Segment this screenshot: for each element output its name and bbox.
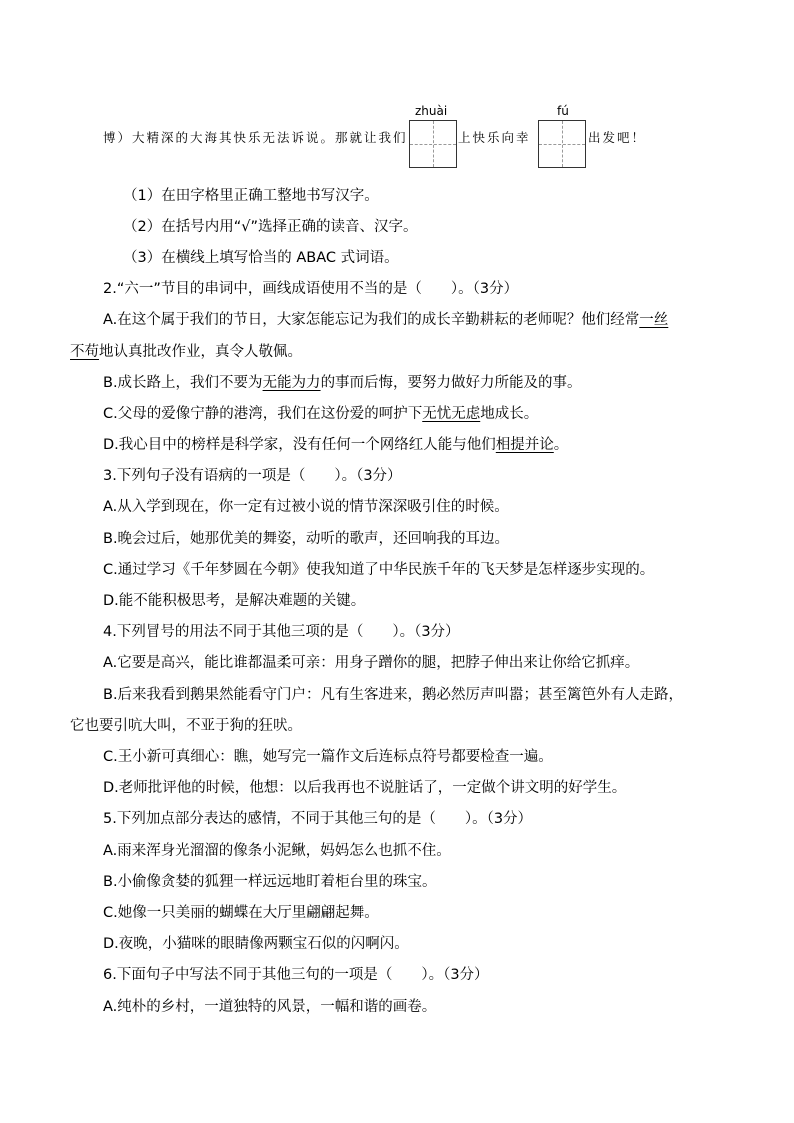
pinyin-zhuai: zhuài bbox=[415, 104, 448, 118]
question-5-title: 5.下列加点部分表达的感情，不同于其他三句的是（ ）。（3分） bbox=[103, 811, 533, 827]
question-2-option-a-cont bbox=[70, 343, 302, 361]
instruction-2: （2）在括号内用“√”选择正确的读音、汉字。 bbox=[123, 219, 418, 235]
question-5-option-a: A.雨来浑身光溜溜的像条小泥鳅，妈妈怎么也抓不住。 bbox=[103, 843, 451, 859]
question-2-option-a bbox=[103, 311, 668, 329]
option-d-text: D.我心目中的榜样是科学家，没有任何一个网络红人能与他们 bbox=[103, 437, 496, 453]
underlined-idiom: 相提并论 bbox=[495, 437, 554, 453]
underlined-idiom: 一丝 bbox=[639, 312, 669, 328]
instruction-1: （1）在田字格里正确工整地书写汉字。 bbox=[123, 188, 379, 204]
underlined-idiom: 无能为力 bbox=[262, 375, 321, 391]
question-3-option-c: C.通过学习《千年梦圆在今朝》使我知道了中华民族千年的飞天梦是怎样逐步实现的。 bbox=[103, 562, 655, 578]
option-c-text: C.父母的爱像宁静的港湾，我们在这份爱的呵护下 bbox=[103, 406, 423, 422]
question-2-option-b bbox=[103, 374, 582, 392]
question-3-title: 3.下列句子没有语病的一项是（ ）。（3分） bbox=[103, 468, 402, 484]
tianzige-box-fu[interactable] bbox=[538, 120, 586, 168]
question-5-option-b: B.小偷像贪婪的狐狸一样远远地盯着柜台里的珠宝。 bbox=[103, 874, 437, 890]
question-5-option-d: D.夜晚，小猫咪的眼睛像两颗宝石似的闪啊闪。 bbox=[103, 936, 409, 952]
underlined-idiom: 不苟 bbox=[70, 344, 99, 360]
option-b-text: 的事而后悔，要努力做好力所能及的事。 bbox=[320, 375, 582, 391]
question-4-option-c: C.王小新可真细心：瞧，她写完一篇作文后连标点符号都要检查一遍。 bbox=[103, 749, 553, 765]
option-d-text: 。 bbox=[553, 437, 569, 453]
question-2-option-d bbox=[103, 436, 568, 454]
tianzige-box-zhuai[interactable] bbox=[409, 120, 457, 168]
question-3-option-a: A.从入学到现在，你一定有过被小说的情节深深吸引住的时候。 bbox=[103, 499, 509, 515]
question-6-option-a: A.纯朴的乡村，一道独特的风景，一幅和谐的画卷。 bbox=[103, 999, 437, 1015]
question-6-title: 6.下面句子中写法不同于其他三句的一项是（ ）。（3分） bbox=[103, 967, 489, 983]
underlined-idiom: 无忧无虑 bbox=[422, 406, 481, 422]
question-4-option-b: B.后来我看到鹅果然能看守门户：凡有生客进来，鹅必然厉声叫嚣；甚至篱笆外有人走路， bbox=[103, 687, 684, 703]
pinyin-fu: fú bbox=[557, 104, 569, 118]
question-3-option-b: B.晚会过后，她那优美的舞姿，动听的歌声，还回响我的耳边。 bbox=[103, 531, 510, 547]
question-4-title: 4.下列冒号的用法不同于其他三项的是（ ）。（3分） bbox=[103, 624, 460, 640]
question-3-option-d: D.能不能积极思考，是解决难题的关键。 bbox=[103, 593, 366, 609]
question-4-option-a: A.它要是高兴，能比谁都温柔可亲：用身子蹭你的腿，把脖子伸出来让你给它抓痒。 bbox=[103, 655, 640, 671]
passage-segment-3: 出发吧！ bbox=[588, 130, 647, 145]
option-a-text: 地认真批改作业，真令人敬佩。 bbox=[99, 344, 302, 360]
option-b-text: B.成长路上，我们不要为 bbox=[103, 375, 263, 391]
option-a-text: A.在这个属于我们的节日，大家怎能忘记为我们的成长辛勤耕耘的老师呢？他们经常 bbox=[103, 312, 640, 328]
question-4-option-d: D.老师批评他的时候，他想：以后我再也不说脏话了，一定做个讲文明的好学生。 bbox=[103, 780, 627, 796]
passage-segment-2: 上快乐向幸 bbox=[458, 130, 531, 145]
instruction-3: （3）在横线上填写恰当的 ABAC 式词语。 bbox=[123, 250, 399, 266]
question-4-option-b-cont: 它也要引吭大叫，不亚于狗的狂吠。 bbox=[70, 718, 302, 734]
question-2-option-c bbox=[103, 405, 538, 423]
question-2-title: 2.“六一”节目的串词中，画线成语使用不当的是（ ）。（3分） bbox=[103, 281, 519, 297]
option-c-text: 地成长。 bbox=[480, 406, 539, 422]
passage-segment-1: 博）大精深的大海其快乐无法诉说。那就让我们 bbox=[103, 130, 408, 145]
question-5-option-c: C.她像一只美丽的蝴蝶在大厅里翩翩起舞。 bbox=[103, 905, 379, 921]
